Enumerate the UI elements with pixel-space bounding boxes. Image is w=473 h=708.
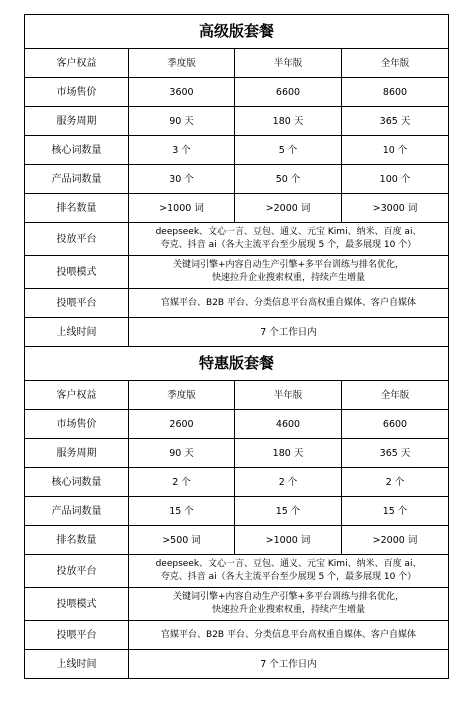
column-header: 全年版 (342, 381, 449, 410)
mode-cell (129, 588, 449, 621)
row-label: 投放平台 (25, 555, 129, 588)
table-row (25, 468, 449, 497)
row-label: 产品词数量 (25, 497, 129, 526)
row-label: 核心词数量 (25, 468, 129, 497)
row-label: 核心词数量 (25, 136, 129, 165)
column-header: 半年版 (235, 381, 342, 410)
row-label: 产品词数量 (25, 165, 129, 194)
row-label: 服务周期 (25, 439, 129, 468)
table-row (25, 410, 449, 439)
table-cell: 2 个 (342, 468, 449, 497)
platforms-line: deepseek、文心一言、豆包、通义、元宝 Kimi、纳米、百度 ai、 (155, 559, 422, 569)
table-cell: >3000 词 (342, 194, 449, 223)
row-label: 客户权益 (25, 381, 129, 410)
table-row (25, 318, 449, 347)
platforms-line: 夸克、抖音 ai（各大主流平台至少展现 5 个，最多展现 10 个） (160, 572, 417, 582)
row-label: 投喂模式 (25, 588, 129, 621)
online-cell: 7 个工作日内 (129, 318, 449, 347)
table-row (25, 194, 449, 223)
feed-cell: 官媒平台、B2B 平台、分类信息平台高权重自媒体、客户自媒体 (129, 289, 449, 318)
column-header: 季度版 (129, 49, 235, 78)
table-row (25, 555, 449, 588)
table-cell: 50 个 (235, 165, 342, 194)
table-cell: 3600 (129, 78, 235, 107)
table-row (25, 588, 449, 621)
table-cell: 6600 (235, 78, 342, 107)
mode-cell (129, 256, 449, 289)
platforms-cell (129, 223, 449, 256)
mode-line: 快速拉升企业搜索权重，持续产生增量 (212, 273, 366, 283)
row-label: 排名数量 (25, 194, 129, 223)
table-row (25, 78, 449, 107)
feed-cell: 官媒平台、B2B 平台、分类信息平台高权重自媒体、客户自媒体 (129, 621, 449, 650)
row-label: 投喂平台 (25, 289, 129, 318)
row-label: 客户权益 (25, 49, 129, 78)
table-row (25, 165, 449, 194)
table-cell: 180 天 (235, 107, 342, 136)
table-row (25, 497, 449, 526)
column-header: 季度版 (129, 381, 235, 410)
column-header: 全年版 (342, 49, 449, 78)
row-label: 投放平台 (25, 223, 129, 256)
table-header-row (25, 49, 449, 78)
table-cell: 15 个 (129, 497, 235, 526)
table-cell: 10 个 (342, 136, 449, 165)
row-label: 服务周期 (25, 107, 129, 136)
table-cell: 15 个 (235, 497, 342, 526)
table-row (25, 650, 449, 679)
table-cell: 8600 (342, 78, 449, 107)
table-cell: >500 词 (129, 526, 235, 555)
pricing-document (24, 14, 448, 679)
platforms-line: deepseek、文心一言、豆包、通义、元宝 Kimi、纳米、百度 ai、 (155, 227, 422, 237)
special-package-table (24, 346, 449, 679)
table-row (25, 256, 449, 289)
mode-line: 快速拉升企业搜索权重，持续产生增量 (212, 605, 366, 615)
table-cell: 6600 (342, 410, 449, 439)
row-label: 排名数量 (25, 526, 129, 555)
table-cell: 180 天 (235, 439, 342, 468)
table-cell: >1000 词 (235, 526, 342, 555)
row-label: 投喂平台 (25, 621, 129, 650)
table-cell: 365 天 (342, 107, 449, 136)
table-row (25, 223, 449, 256)
table-title: 特惠版套餐 (25, 347, 449, 381)
row-label: 投喂模式 (25, 256, 129, 289)
table-cell: 3 个 (129, 136, 235, 165)
platforms-cell (129, 555, 449, 588)
table-row (25, 526, 449, 555)
mode-line: 关键词引擎+内容自动生产引擎+多平台训练与排名优化， (172, 592, 405, 602)
row-label: 上线时间 (25, 650, 129, 679)
premium-package-table (24, 14, 449, 347)
table-row (25, 289, 449, 318)
table-cell: 4600 (235, 410, 342, 439)
row-label: 上线时间 (25, 318, 129, 347)
table-cell: 2 个 (129, 468, 235, 497)
table-cell: 90 天 (129, 439, 235, 468)
row-label: 市场售价 (25, 78, 129, 107)
table-cell: 90 天 (129, 107, 235, 136)
table-row (25, 107, 449, 136)
online-cell: 7 个工作日内 (129, 650, 449, 679)
table-title: 高级版套餐 (25, 15, 449, 49)
row-label: 市场售价 (25, 410, 129, 439)
mode-line: 关键词引擎+内容自动生产引擎+多平台训练与排名优化， (172, 260, 405, 270)
table-row (25, 439, 449, 468)
table-cell: 5 个 (235, 136, 342, 165)
table-cell: 365 天 (342, 439, 449, 468)
column-header: 半年版 (235, 49, 342, 78)
table-row (25, 621, 449, 650)
table-cell: >1000 词 (129, 194, 235, 223)
table-header-row (25, 381, 449, 410)
table-row (25, 136, 449, 165)
table-cell: 2 个 (235, 468, 342, 497)
table-cell: >2000 词 (342, 526, 449, 555)
table-cell: >2000 词 (235, 194, 342, 223)
table-cell: 2600 (129, 410, 235, 439)
platforms-line: 夸克、抖音 ai（各大主流平台至少展现 5 个，最多展现 10 个） (160, 240, 417, 250)
table-cell: 15 个 (342, 497, 449, 526)
table-cell: 30 个 (129, 165, 235, 194)
table-cell: 100 个 (342, 165, 449, 194)
